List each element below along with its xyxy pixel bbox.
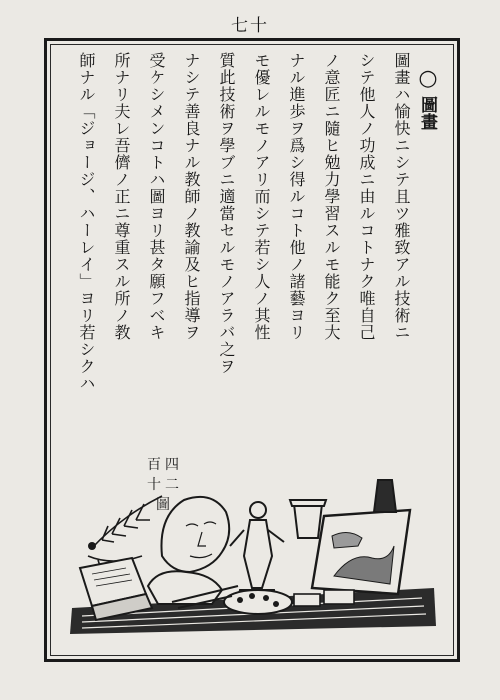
text-column-3: ノ意匠ニ隨ヒ勉力學習スルモ能ク至大 (322, 52, 341, 341)
text-column-10: 師ナル「ジョージ、ハーレイ」ヨリ若シクハ (77, 52, 96, 392)
figure-number-label: 百四十二圖 (147, 457, 183, 513)
text-column-7: ナシテ善良ナル教師ノ教諭及ヒ指導ヲ (182, 52, 201, 341)
heading-circle-mark: ○ (418, 66, 438, 91)
text-column-5: モ優レルモノアリ而シテ若シ人ノ其性 (252, 52, 271, 341)
page-number: 七十 (231, 16, 269, 36)
text-column-8: 受ケシメンコトハ圖ヨリ甚タ願フベキ (147, 52, 166, 341)
text-column-1: 圖畫ハ愉快ニシテ且ツ雅致アル技術ニ (392, 52, 411, 341)
text-column-6: 質此技術ヲ學ブニ適當セルモノアラバ之ヲ (217, 52, 236, 375)
body-text (60, 52, 460, 452)
text-column-9: 所ナリ夫レ吾儕ノ正ニ尊重スル所ノ教 (112, 52, 131, 341)
article-heading: 圖畫 (417, 96, 437, 130)
drawing-supplies-illustration (62, 476, 442, 640)
text-column-2: シテ他人ノ功成ニ由ルコトナク唯自己 (357, 52, 376, 341)
text-column-4: ナル進歩ヲ爲シ得ルコト他ノ諸藝ヨリ (287, 52, 306, 341)
